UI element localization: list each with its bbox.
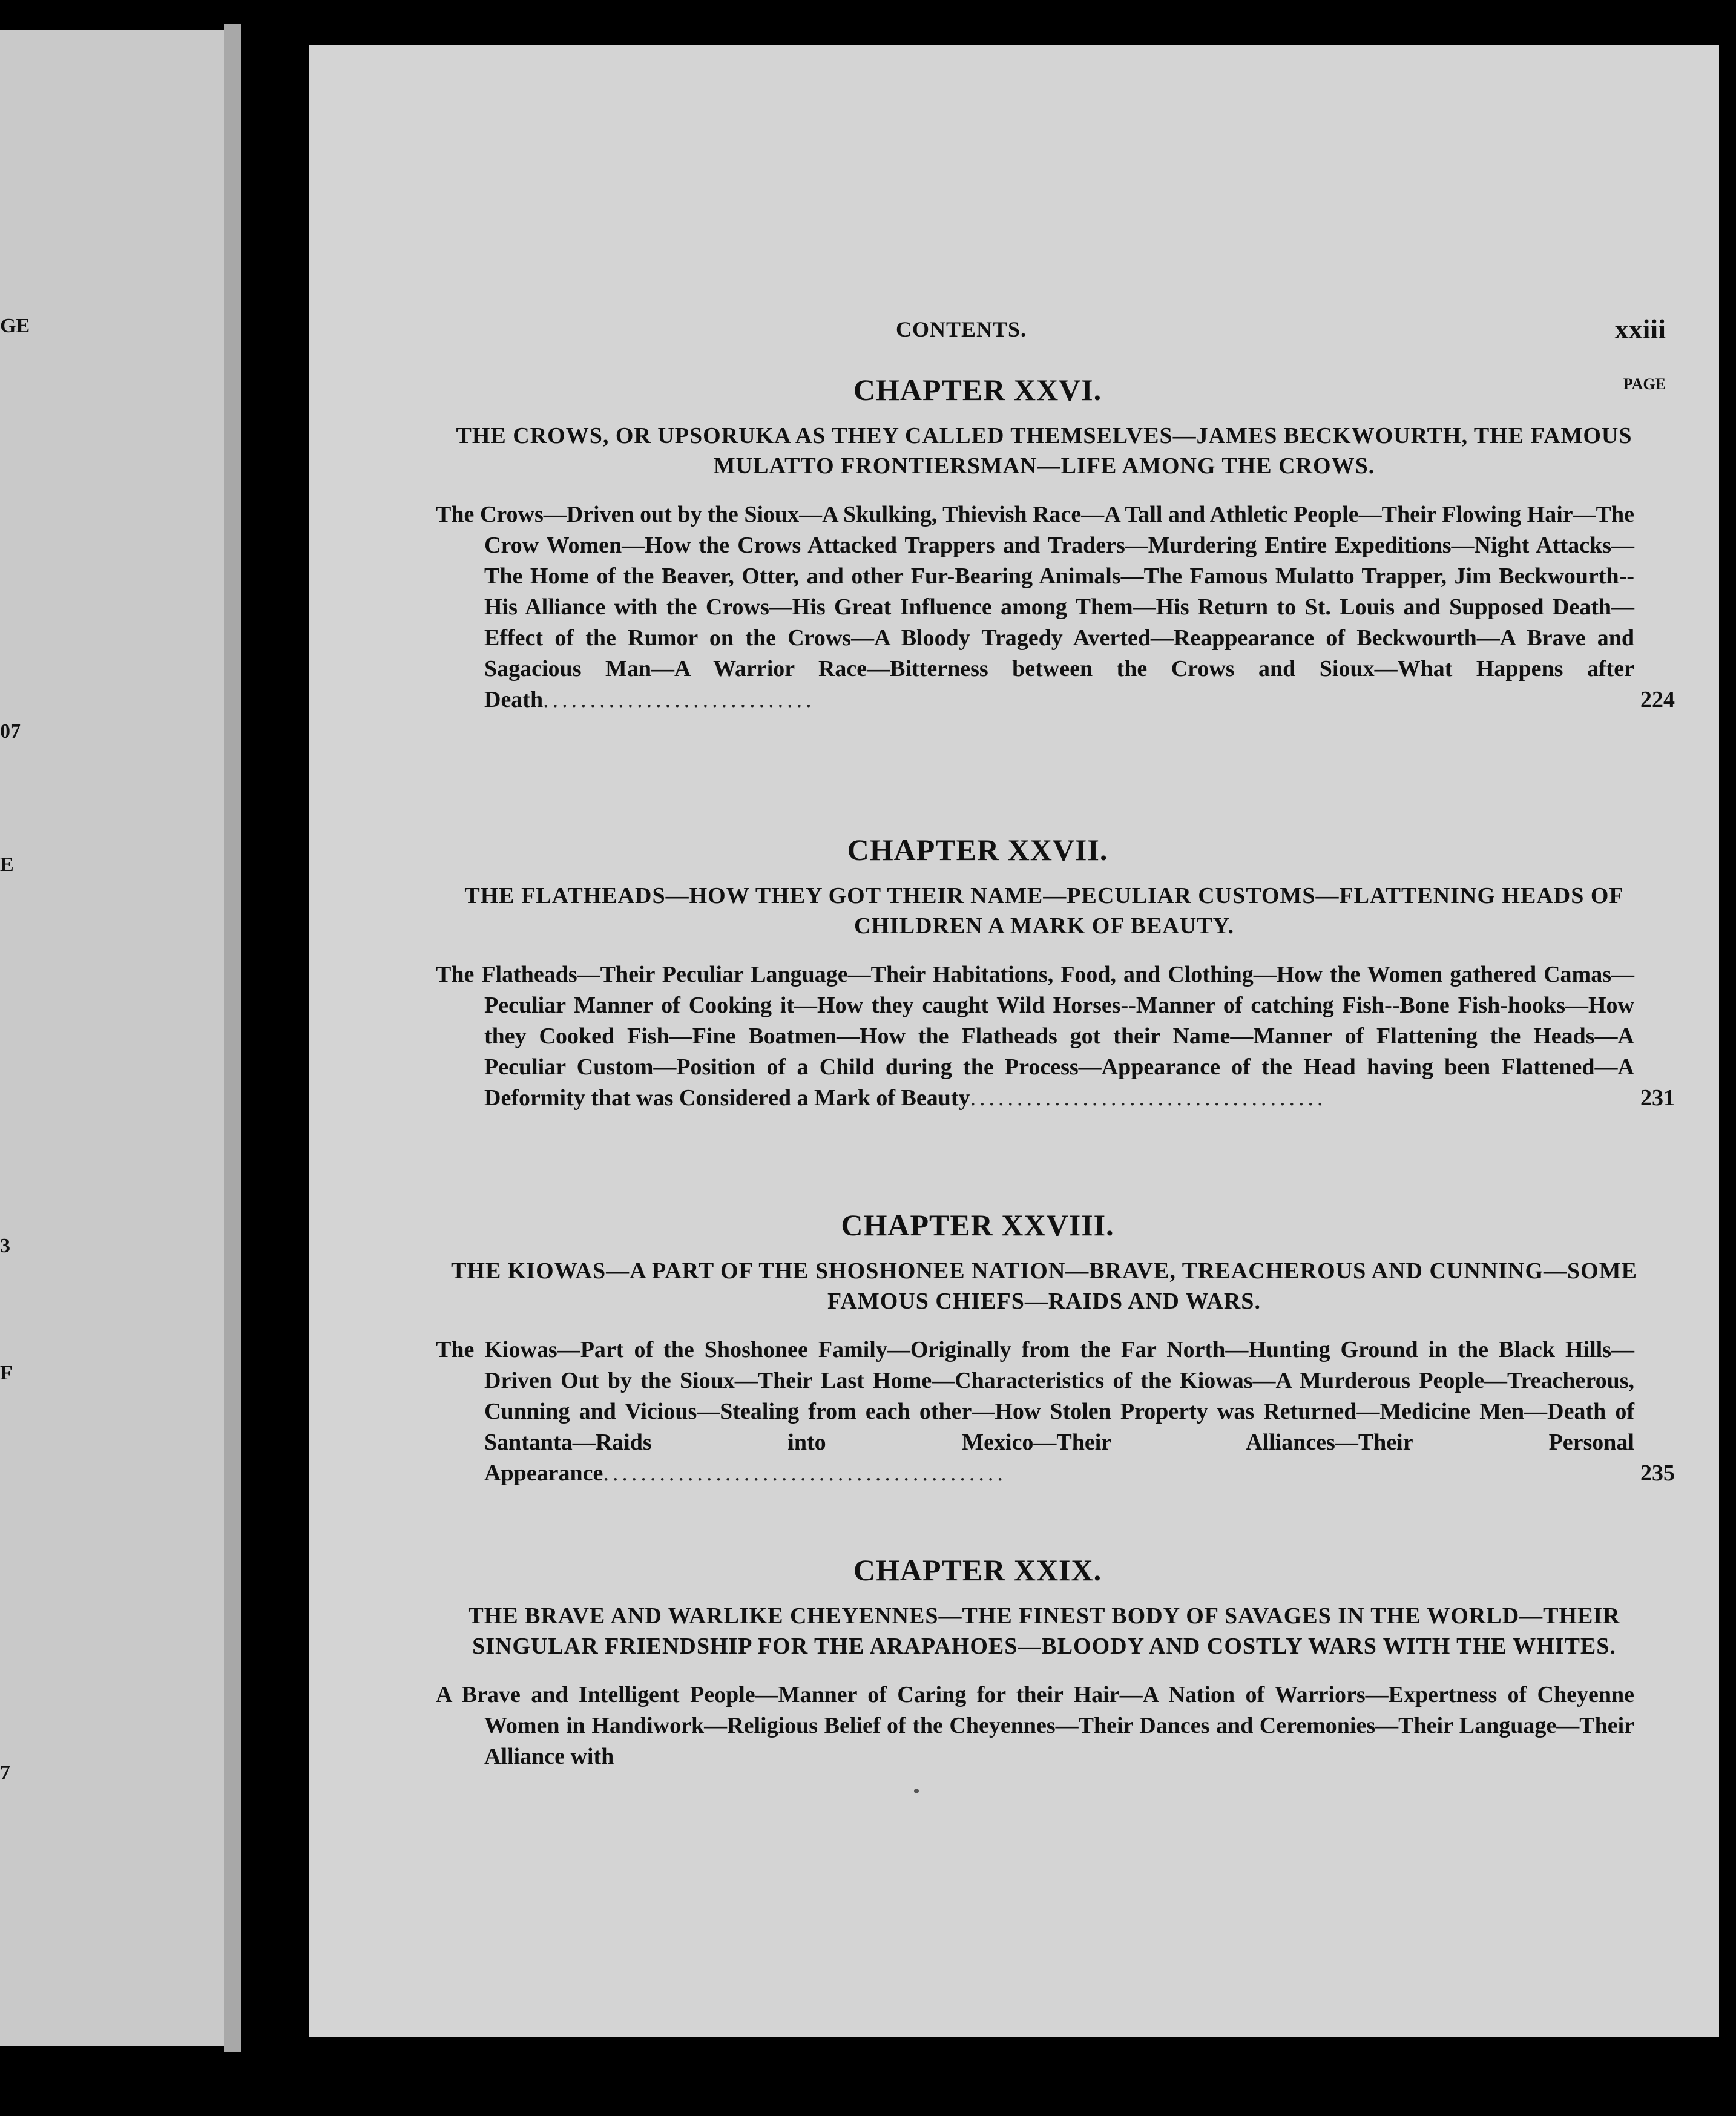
summary-text: A Brave and Intelligent People—Manner of Caring for their Hair—A Nation of Warriors—Expertness of Cheyenne Women in Handiwork—Religious Belief of the Cheyennes—Their Dances and Ceremonies—Their Language—Their Alliance with (436, 1682, 1634, 1769)
summary-text: The Kiowas—Part of the Shoshonee Family—Originally from the Far North—Hunting Ground in the Black Hills—Driven Out by the Sioux—Their Last Home—Characteristics of the Kiowas—A Murderous People—Treacherous, Cunning and Vicious—Stealing from each other—How Stolen Property was Returned—Medicine Men—Death of Santanta—Raids into Mexico—Their Alliances—Their Personal Appearance (436, 1337, 1634, 1486)
margin-fragment: 3 (0, 1235, 10, 1257)
chapter-summary: The Crows—Driven out by the Sioux—A Skulking, Thievish Race—A Tall and Athletic People—Their Flowing Hair—The Crow Women—How the Crows Attacked Trappers and Traders—Murdering Entire Expeditions—Night Attacks—The Home of the Beaver, Otter, and other Fur-Bearing Animals—The Famous Mulatto Trapper, Jim Beckwourth--His Alliance with the Crows—His Great Influence among Them—His Return to St. Louis and Supposed Death—Effect of the Rumor on the Crows—A Bloody Tragedy Averted—Reappearance of Beckwourth—A Brave and Sagacious Man—A Warrior Race—Bitterness between the Crows and Sioux—What Happens after Death............................. 224 (436, 502, 1675, 712)
chapter-entry (309, 832, 1719, 1114)
chapter-subtitle: THE BRAVE AND WARLIKE CHEYENNES—THE FINEST BODY OF SAVAGES IN THE WORLD—THEIR SINGULAR FRIENDSHIP FOR THE ARAPAHOES—BLOODY AND COSTLY WARS WITH THE WHITES. (468, 1603, 1620, 1659)
chapter-subtitle: THE FLATHEADS—HOW THEY GOT THEIR NAME—PECULIAR CUSTOMS—FLATTENING HEADS OF CHILDREN A MARK OF BEAUTY. (464, 883, 1624, 939)
chapter-entry (309, 1208, 1719, 1489)
running-head-title: CONTENTS. (896, 317, 1027, 341)
chapter-summary: The Kiowas—Part of the Shoshonee Family—Originally from the Far North—Hunting Ground in the Black Hills—Driven Out by the Sioux—Their Last Home—Characteristics of the Kiowas—A Murderous People—Treacherous, Cunning and Vicious—Stealing from each other—How Stolen Property was Returned—Medicine Men—Death of Santanta—Raids into Mexico—Their Alliances—Their Personal Appearance........................................... 235 (436, 1337, 1675, 1486)
chapter-subtitle: THE CROWS, OR UPSORUKA AS THEY CALLED THEMSELVES—JAMES BECKWOURTH, THE FAMOUS MULATTO FRONTIERSMAN—LIFE AMONG THE CROWS. (456, 423, 1632, 479)
margin-fragment: E (0, 853, 14, 876)
chapter-summary: The Flatheads—Their Peculiar Language—Their Habitations, Food, and Clothing—How the Women gathered Camas—Peculiar Manner of Cooking it—How they caught Wild Horses--Manner of catching Fish--Bone Fish-hooks—How they Cooked Fish—Fine Boatmen—How the Flatheads got their Name—Manner of Flattening the Heads—A Peculiar Custom—Position of a Child during the Process—Appearance of the Head having been Flattened—A Deformity that was Considered a Mark of Beauty...................................... 231 (436, 962, 1675, 1111)
chapter-title: CHAPTER XXIX. (853, 1553, 1102, 1587)
summary-text: The Flatheads—Their Peculiar Language—Their Habitations, Food, and Clothing—How the Women gathered Camas—Peculiar Manner of Cooking it—How they caught Wild Horses--Manner of catching Fish--Bone Fish-hooks—How they Cooked Fish—Fine Boatmen—How the Flatheads got their Name—Manner of Flattening the Heads—A Peculiar Custom—Position of a Child during the Process—Appearance of the Head having been Flattened—A Deformity that was Considered a Mark of Beauty (436, 962, 1634, 1111)
chapter-entry (309, 1552, 1719, 1772)
chapter-title: CHAPTER XXVIII. (841, 1208, 1114, 1242)
margin-fragment: GE (0, 315, 30, 337)
chapter-title: CHAPTER XXVI. (853, 373, 1102, 407)
leader-dots: ............................. (543, 687, 815, 712)
summary-text: The Crows—Driven out by the Sioux—A Skulking, Thievish Race—A Tall and Athletic People—Their Flowing Hair—The Crow Women—How the Crows Attacked Trappers and Traders—Murdering Entire Expeditions—Night Attacks—The Home of the Beaver, Otter, and other Fur-Bearing Animals—The Famous Mulatto Trapper, Jim Beckwourth--His Alliance with the Crows—His Great Influence among Them—His Return to St. Louis and Supposed Death—Effect of the Rumor on the Crows—A Bloody Tragedy Averted—Reappearance of Beckwourth—A Brave and Sagacious Man—A Warrior Race—Bitterness between the Crows and Sioux—What Happens after Death (436, 502, 1634, 712)
contents-page (309, 45, 1719, 2037)
chapter-subtitle: THE KIOWAS—A PART OF THE SHOSHONEE NATION—BRAVE, TREACHEROUS AND CUNNING—SOME FAMOUS CHIEFS—RAIDS AND WARS. (451, 1258, 1637, 1314)
margin-fragment: 7 (0, 1761, 10, 1784)
chapter-summary (309, 1680, 1719, 1772)
margin-fragment: F (0, 1362, 13, 1384)
chapter-entry (309, 372, 1719, 715)
page-number: xxiii (1614, 314, 1666, 344)
facing-page (0, 30, 239, 2046)
chapter-title: CHAPTER XXVII. (847, 833, 1108, 867)
page-column-label: PAGE (1623, 375, 1666, 393)
leader-dots: ...................................... (970, 1085, 1327, 1111)
book-spine (224, 24, 241, 2052)
printing-speck (914, 1789, 919, 1793)
margin-fragment: 07 (0, 720, 21, 743)
running-head (309, 314, 1719, 353)
leader-dots: ........................................... (603, 1460, 1007, 1486)
